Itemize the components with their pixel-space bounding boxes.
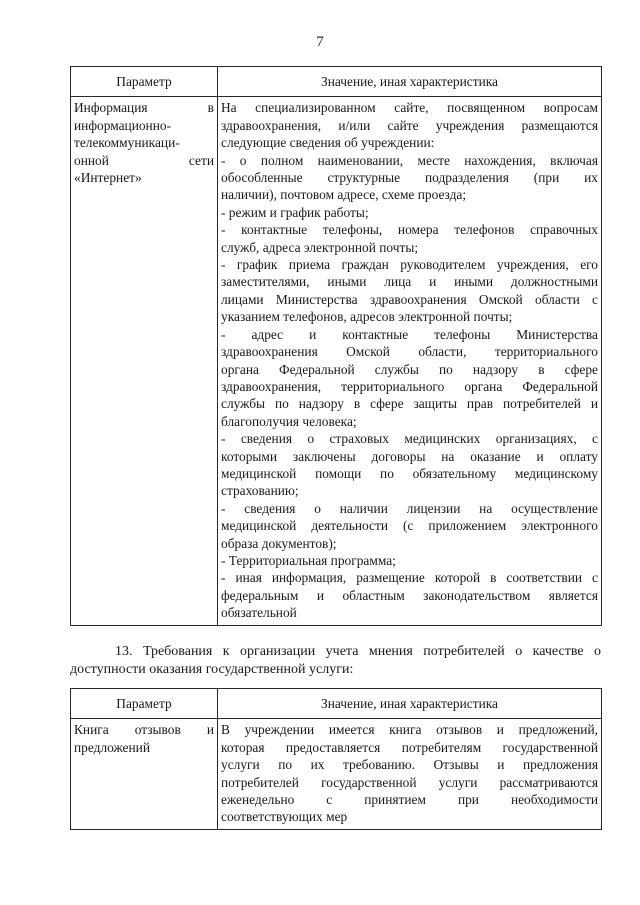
value-line: - адрес и контактные телефоны Министерства: [221, 326, 598, 342]
table-header-row: [71, 689, 602, 719]
value-line: органа Федеральной службы по надзору в сфере: [221, 361, 598, 377]
section-13-paragraph: [70, 643, 601, 679]
value-line: образа документов);: [221, 535, 337, 551]
value-line: здравоохранения, и/или сайте учреждения размещаются: [221, 117, 598, 133]
parameter-cell: [71, 719, 218, 829]
value-line: благополучия человека;: [221, 413, 357, 429]
value-line: указанием телефонов, адресов электронной почты;: [221, 309, 513, 325]
value-cell: [218, 97, 602, 625]
page-number: 7: [316, 34, 324, 50]
value-line: которыми заключены договоры на оказание и оплату: [221, 448, 598, 464]
header-parameter: Параметр: [71, 67, 218, 97]
value-line: заместителями, иными лица и иными должностными: [221, 274, 598, 290]
header-value: Значение, иная характеристика: [218, 67, 602, 97]
value-line: - график приема граждан руководителем учреждения, его: [221, 257, 598, 273]
value-line: лицами Министерства здравоохранения Омской области с: [221, 291, 598, 307]
parameter-line: онной сети: [74, 152, 214, 168]
value-line: услуги по их требованию. Отзывы и предложения: [221, 757, 598, 773]
parameter-line: Информация в: [74, 100, 214, 116]
value-line: наличии), почтовом адресе, схеме проезда;: [221, 187, 467, 203]
info-requirements-table: [70, 66, 602, 626]
value-line: здравоохранения, территориального органа Федеральной: [221, 378, 598, 394]
header-parameter: Параметр: [71, 689, 218, 719]
parameter-line: предложений: [74, 739, 151, 755]
value-line: - сведения о страховых медицинских организациях, с: [221, 431, 598, 447]
value-line: - Территориальная программа;: [221, 552, 396, 568]
value-line: обязательной: [221, 605, 297, 621]
value-line: потребителей государственной услуги рассматриваются: [221, 774, 598, 790]
parameter-line: информационно-: [74, 117, 172, 133]
parameter-line: «Интернет»: [74, 170, 142, 186]
value-line: следующие сведения об учреждении:: [221, 135, 435, 151]
value-line: - иная информация, размещение которой в соответствии с: [221, 570, 598, 586]
value-line: службы по надзору в сфере защиты прав потребителей и: [221, 396, 598, 412]
section-13-line: доступности оказания государственной услуги:: [70, 662, 354, 677]
value-line: еженедельно с принятием при необходимости: [221, 792, 598, 808]
value-line: В учреждении имеется книга отзывов и предложений,: [221, 722, 598, 738]
value-line: которая предоставляется потребителям государственной: [221, 739, 598, 755]
value-line: медицинской помощи по обязательному медицинскому: [221, 465, 598, 481]
table-row: [71, 97, 602, 625]
value-line: соответствующих мер: [221, 809, 348, 825]
value-line: - контактные телефоны, номера телефонов справочных: [221, 222, 598, 238]
value-line: страхованию;: [221, 483, 299, 499]
feedback-requirements-table: [70, 688, 602, 830]
value-line: здравоохранения Омской области, территориального: [221, 344, 598, 360]
value-line: служб, адреса электронной почты;: [221, 239, 419, 255]
header-value: Значение, иная характеристика: [218, 689, 602, 719]
value-line: - режим и график работы;: [221, 204, 369, 220]
value-cell: [218, 719, 602, 829]
table-row: [71, 719, 602, 829]
value-line: медицинской деятельности (с приложением электронного: [221, 518, 598, 534]
value-line: федеральным и областным законодательством является: [221, 587, 598, 603]
value-line: обособленные структурные подразделения (при их: [221, 170, 598, 186]
section-13-line: 13. Требования к организации учета мнения потребителей о качестве о: [115, 644, 601, 659]
value-line: - сведения о наличии лицензии на осуществление: [221, 500, 598, 516]
table-header-row: [71, 67, 602, 97]
value-line: - о полном наименовании, месте нахождения, включая: [221, 152, 598, 168]
parameter-cell: [71, 97, 218, 625]
parameter-line: Книга отзывов и: [74, 722, 214, 738]
value-line: На специализированном сайте, посвященном вопросам: [221, 100, 598, 116]
parameter-line: телекоммуникаци-: [74, 135, 180, 151]
